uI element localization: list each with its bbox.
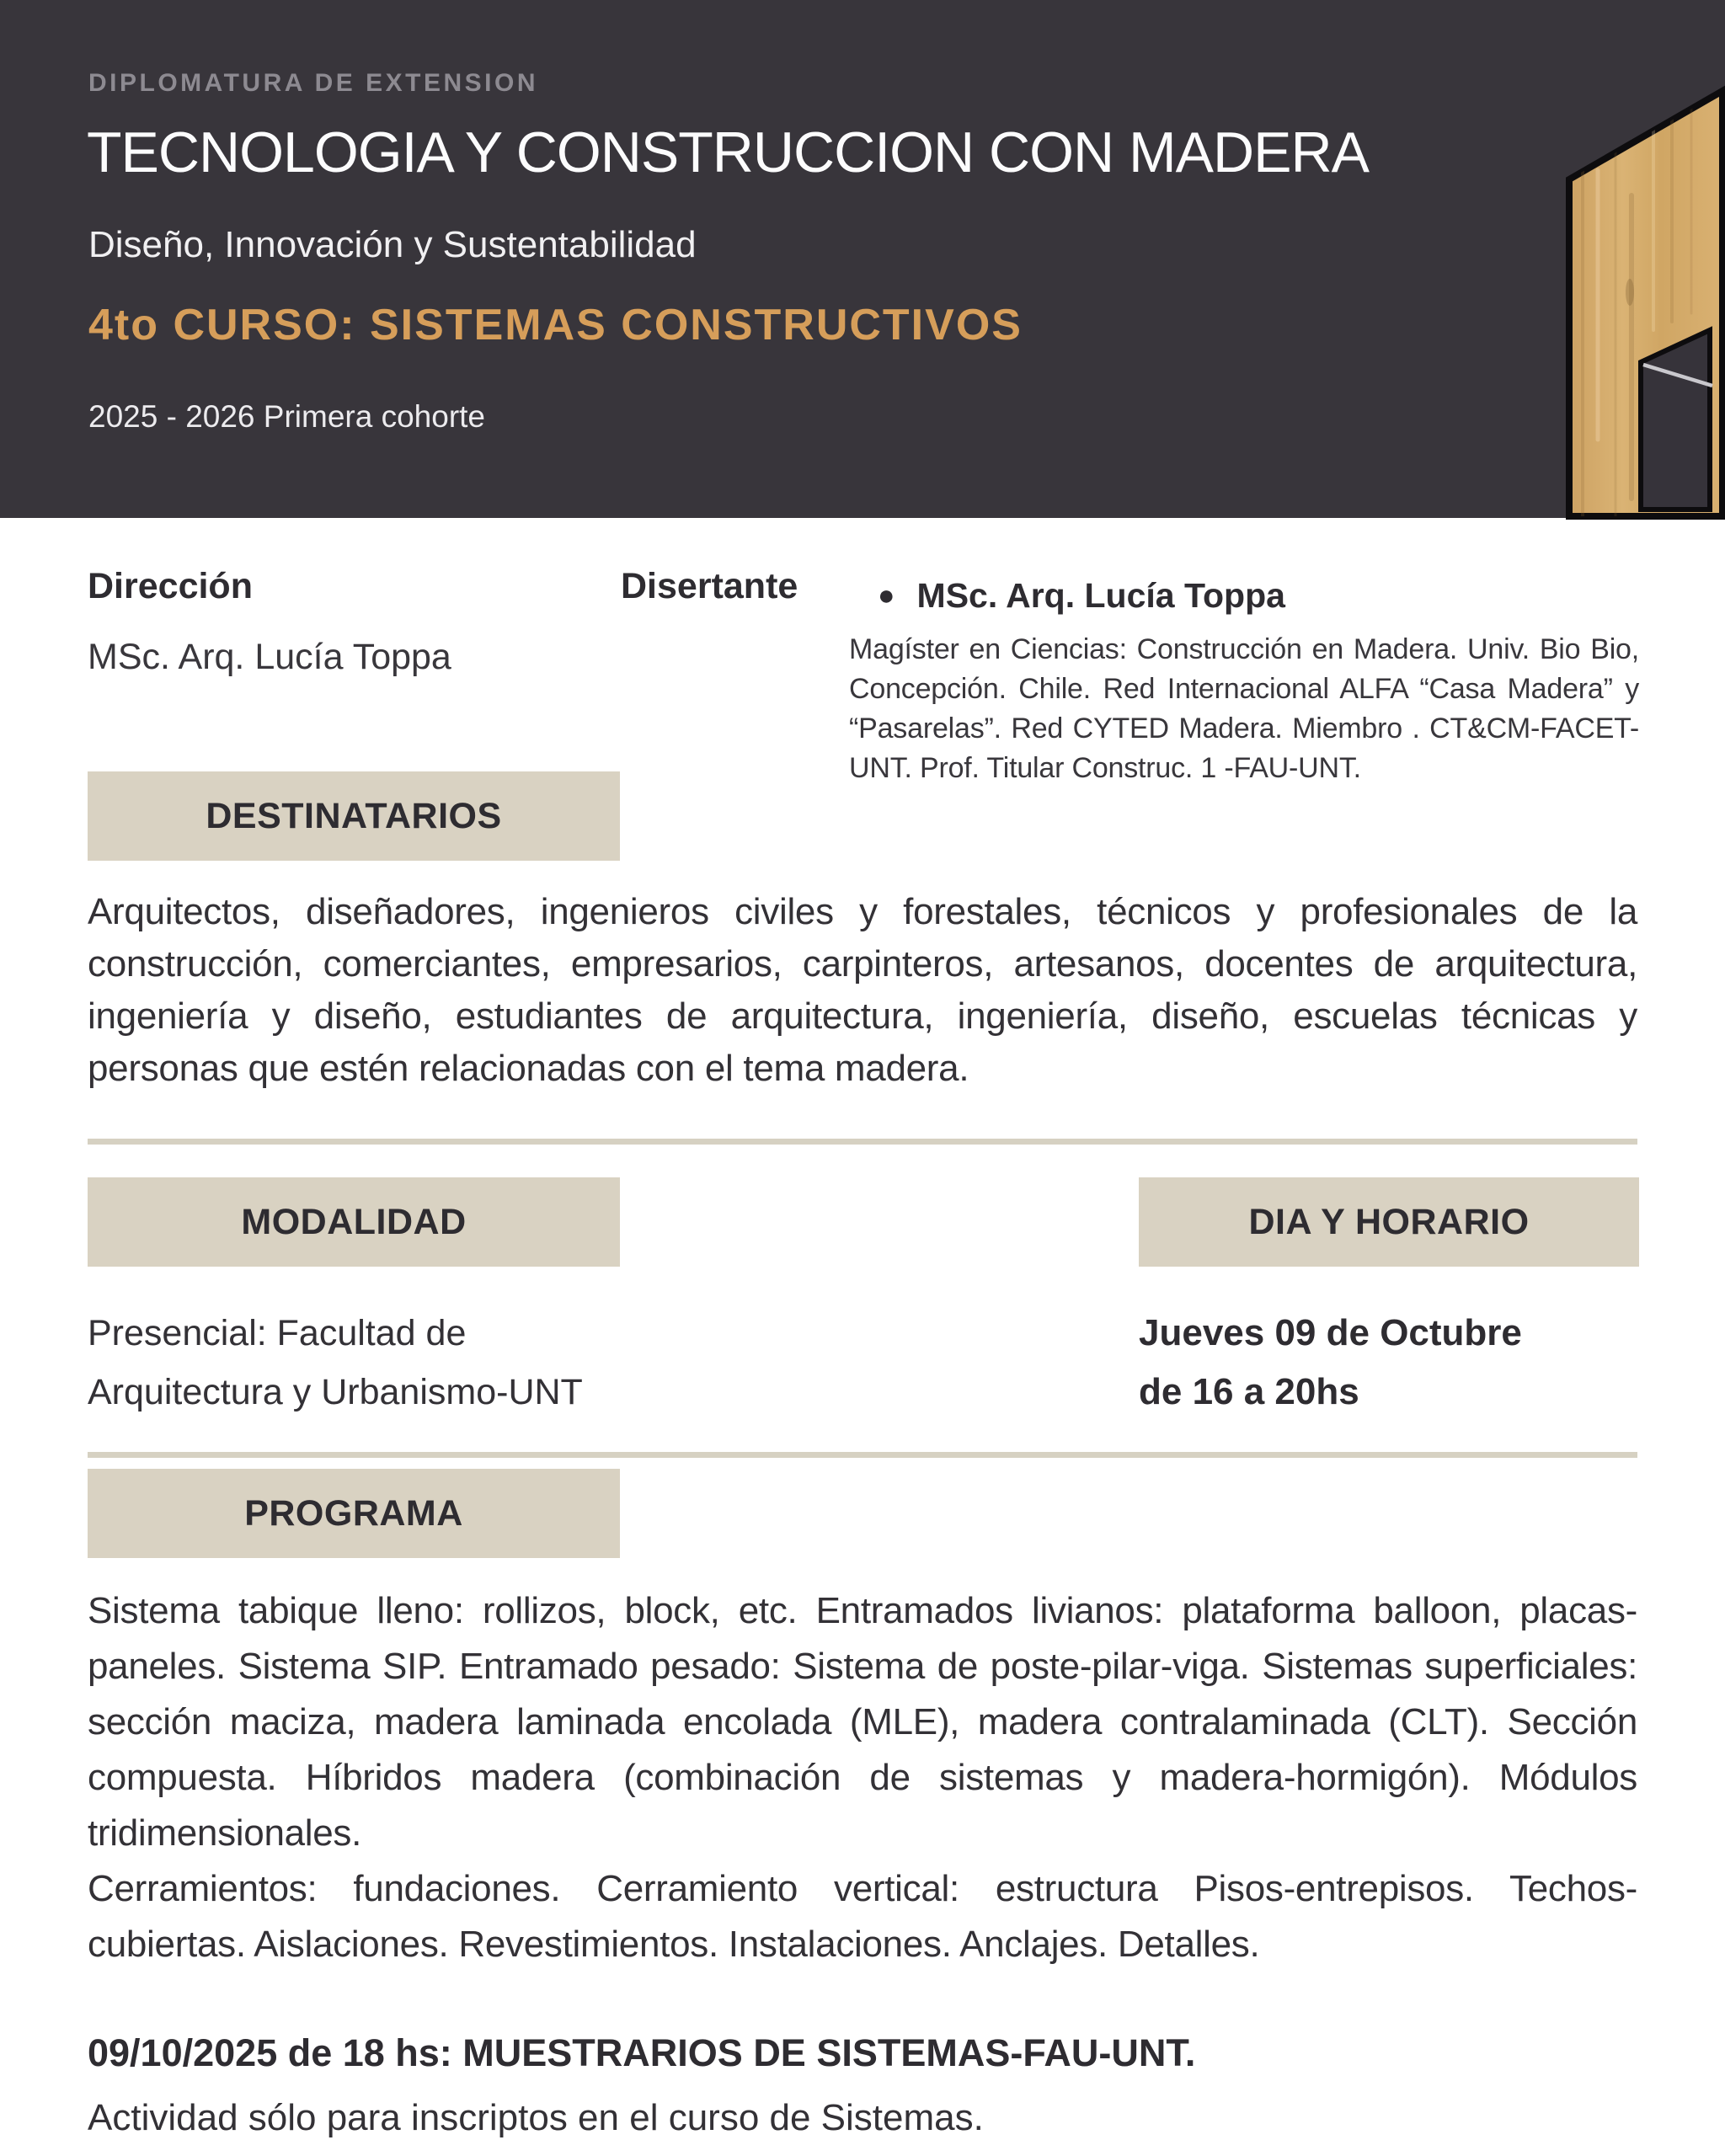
disertante-heading: Disertante: [621, 566, 798, 606]
speaker-name: MSc. Arq. Lucía Toppa: [916, 576, 1285, 615]
modalidad-line-1: Presencial: Facultad de: [88, 1313, 467, 1353]
cohort-label: 2025 - 2026 Primera cohorte: [88, 399, 485, 434]
dia-horario-line-2: de 16 a 20hs: [1139, 1371, 1359, 1412]
page-subtitle: Diseño, Innovación y Sustentabilidad: [88, 224, 697, 265]
programa-body: [88, 1583, 1637, 1972]
speaker-bio: Magíster en Ciencias: Construcción en Madera. Univ. Bio Bio, Concepción. Chile. Red Internacional ALFA “Casa Madera” y “Pasarelas”. Red CYTED Madera. Miembro . CT&CM-FACET-UNT. Prof. Titular Construc. 1 -FAU-UNT.: [849, 633, 1639, 784]
event-highlight: 09/10/2025 de 18 hs: MUESTRARIOS DE SISTEMAS-FAU-UNT.: [88, 2031, 1196, 2074]
programa-paragraph-1: Sistema tabique lleno: rollizos, block, etc. Entramados livianos: plataforma balloon, placas-paneles. Sistema SIP. Entramado pesado: Sistema de poste-pilar-viga. Sistemas superficiales: sección maciza, madera laminada encolada (MLE), madera contralaminada (CLT). Sección compuesta. Híbridos madera (combinación de sistemas y madera-hormigón). Módulos tridimensionales.: [88, 1590, 1637, 1854]
section-divider: [88, 1139, 1637, 1145]
direccion-heading: Dirección: [88, 566, 253, 606]
modalidad-line-2: Arquitectura y Urbanismo-UNT: [88, 1372, 583, 1412]
dia-horario-line-1: Jueves 09 de Octubre: [1139, 1312, 1522, 1353]
modalidad-details: [88, 1304, 583, 1422]
dia-horario-label-box: [1139, 1177, 1639, 1267]
dia-horario-details: [1139, 1304, 1522, 1422]
destinatarios-label-box: [88, 771, 620, 861]
course-title: 4to CURSO: SISTEMAS CONSTRUCTIVOS: [88, 301, 1023, 350]
modalidad-label: MODALIDAD: [241, 1201, 467, 1242]
dia-horario-label: DIA Y HORARIO: [1248, 1201, 1530, 1242]
program-eyebrow: DIPLOMATURA DE EXTENSION: [88, 69, 539, 97]
doorway-opening: [1641, 330, 1710, 510]
direccion-name: MSc. Arq. Lucía Toppa: [88, 637, 451, 677]
programa-label: PROGRAMA: [244, 1492, 463, 1534]
destinatarios-label: DESTINATARIOS: [206, 795, 502, 836]
modalidad-label-box: [88, 1177, 620, 1267]
wood-house-logo: [1554, 77, 1725, 520]
section-divider: [88, 1452, 1637, 1458]
event-note: Actividad sólo para inscriptos en el curso de Sistemas.: [88, 2097, 984, 2138]
programa-paragraph-2: Cerramientos: fundaciones. Cerramiento vertical: estructura Pisos-entrepisos. Techos-cubiertas. Aislaciones. Revestimientos. Instalaciones. Anclajes. Detalles.: [88, 1868, 1637, 1965]
speaker-name-row: [878, 576, 1285, 616]
destinatarios-paragraph: Arquitectos, diseñadores, ingenieros civiles y forestales, técnicos y profesionales de la construcción, comerciantes, empresarios, carpinteros, artesanos, docentes de arquitectura, ingeniería y diseño, estudiantes de arquitectura, ingeniería, diseño, escuelas técnicas y personas que estén relacionadas con el tema madera.: [88, 891, 1637, 1089]
programa-label-box: [88, 1469, 620, 1558]
page-title: TECNOLOGIA Y CONSTRUCCION CON MADERA: [87, 120, 1369, 184]
header-banner: [0, 0, 1725, 518]
bullet-icon: ●: [878, 579, 895, 611]
